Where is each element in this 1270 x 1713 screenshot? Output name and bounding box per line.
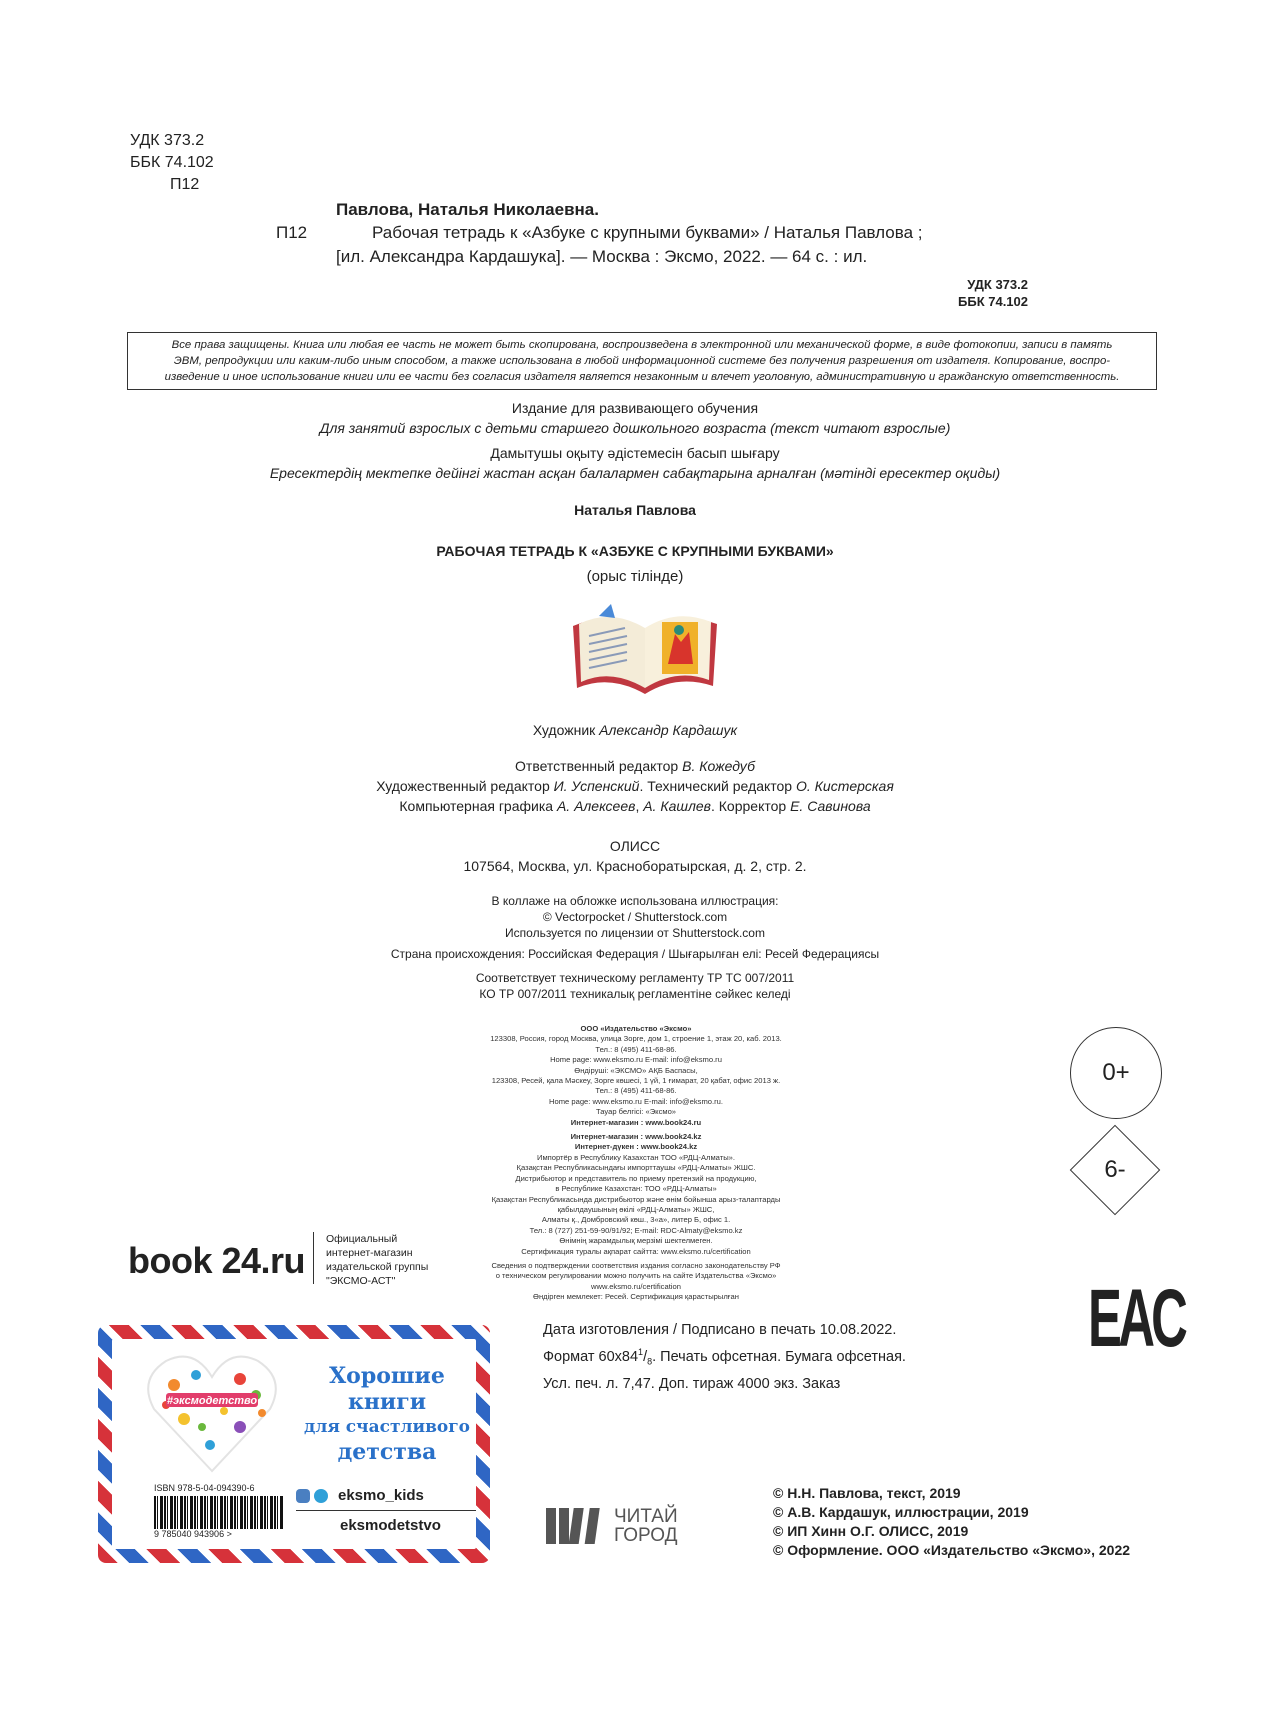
sp-line: Интернет-магазин : www.book24.kz bbox=[570, 1132, 702, 1142]
vk-icon bbox=[296, 1489, 310, 1503]
sp-line: Өнімнің жарамдылық мерзімі шектелмеген. bbox=[559, 1236, 713, 1246]
format-sub: 8 bbox=[647, 1356, 653, 1367]
sp-line: 123308, Россия, город Москва, улица Зорге, дом 1, строение 1, этаж 20, каб. 2013. bbox=[490, 1034, 782, 1044]
udk-block-right bbox=[900, 276, 1028, 310]
publisher-address: 107564, Москва, ул. Красноборатырская, д. 2, стр. 2. bbox=[463, 858, 807, 874]
graphics-name-2: А. Кашлев bbox=[643, 798, 711, 814]
publisher-info bbox=[200, 836, 1070, 876]
language-note: (орыс тілінде) bbox=[586, 568, 684, 585]
age-rating-circle: 0+ bbox=[1070, 1027, 1162, 1119]
rights-line-1: Все права защищены. Книга или любая ее часть не может быть скопирована, воспроизведена в электронной или механической форме, в виде фотокопии, записи в память bbox=[171, 339, 1113, 351]
resp-editor-name: В. Кожедуб bbox=[682, 758, 755, 774]
udk-block-top bbox=[130, 130, 214, 196]
compliance-info bbox=[200, 970, 1070, 1002]
barcode-digits: 9 785040 943906 > bbox=[154, 1529, 232, 1539]
compliance-line-1: Соответствует техническому регламенту ТР ТС 007/2011 bbox=[475, 971, 795, 985]
credits bbox=[200, 720, 1070, 816]
sp-line: Тауар белгісі: «Эксмо» bbox=[595, 1107, 677, 1117]
promo-title-line: книги bbox=[347, 1389, 427, 1415]
sp-line: Home page: www.eksmo.ru E-mail: info@eksmo.ru. bbox=[549, 1096, 723, 1106]
sp-line: Дистрибьютор и представитель по приему претензий на продукцию, bbox=[515, 1173, 757, 1183]
barcode-block bbox=[154, 1483, 290, 1541]
collage-line-1: В коллаже на обложке использована иллюстрация: bbox=[491, 894, 779, 908]
collage-line-3: Используется по лицензии от Shutterstock.com bbox=[505, 926, 765, 940]
chitai-gorod-icon bbox=[546, 1506, 608, 1546]
promo-title-line: для счастливого bbox=[304, 1417, 470, 1437]
publisher-small-print bbox=[446, 1024, 826, 1303]
bib-author: Павлова, Наталья Николаевна. bbox=[336, 200, 599, 219]
sp-line: ООО «Издательство «Эксмо» bbox=[580, 1024, 692, 1033]
author-mark: П12 bbox=[170, 176, 200, 193]
bbk-code: ББК 74.102 bbox=[130, 154, 214, 171]
social-handle-1: eksmo_kids bbox=[338, 1487, 424, 1504]
bib-line-2: [ил. Александра Кардашука]. — Москва : Эксмо, 2022. — 64 с. : ил. bbox=[336, 247, 868, 266]
art-editor-label: Художественный редактор bbox=[376, 778, 550, 794]
artist-line bbox=[200, 720, 1070, 740]
sp-line: Сертификация туралы ақпарат сайтта: www.eksmo.ru/certification bbox=[521, 1246, 751, 1256]
artist-label: Художник bbox=[532, 722, 596, 738]
rights-line-2: ЭВМ, репродукции или каким-либо иным способом, а также использована в любой информационной системе без получения разрешения от издателя. Копирование, воспро- bbox=[173, 355, 1111, 367]
resp-editor-line bbox=[200, 756, 1070, 776]
sp-line: қабылдаушының өкілі «РДЦ-Алматы» ЖШС, bbox=[557, 1204, 715, 1214]
copyright-line: © Оформление. ООО «Издательство «Эксмо», 2022 bbox=[773, 1542, 1131, 1558]
rights-line-3: изведение и иное использование книги или ее части без согласия издателя является незаконным и влечет уголовную, административную и гражданскую ответственность. bbox=[164, 371, 1120, 383]
chitai-gorod-logo bbox=[546, 1506, 678, 1546]
sp-line: в Республике Казахстан: ТОО «РДЦ-Алматы» bbox=[555, 1184, 717, 1194]
graphics-name-1: А. Алексеев bbox=[556, 798, 636, 814]
edition-line-3: Дамытушы оқыту әдістемесін басып шығару bbox=[490, 445, 780, 461]
art-editor-line bbox=[200, 776, 1070, 796]
title-author: Наталья Павлова bbox=[574, 502, 696, 518]
sp-line: www.eksmo.ru/certification bbox=[591, 1281, 681, 1291]
format-a: Формат 60x84 bbox=[543, 1348, 639, 1365]
heart-icon bbox=[144, 1349, 280, 1475]
art-editor-name: И. Успенский bbox=[553, 778, 640, 794]
copyright-line: © ИП Хинн О.Г. ОЛИСС, 2019 bbox=[773, 1523, 969, 1539]
edition-line-2: Для занятий взрослых с детьми старшего дошкольного возраста (текст читают взрослые) bbox=[319, 420, 951, 436]
graphics-comma: , bbox=[635, 798, 640, 814]
sp-line: Қазақстан Республикасындағы импорттаушы «РДЦ-Алматы» ЖШС. bbox=[516, 1163, 756, 1173]
copyright-line: © Н.Н. Павлова, текст, 2019 bbox=[773, 1485, 961, 1501]
copyright-line: © А.В. Кардашук, иллюстрации, 2019 bbox=[773, 1504, 1029, 1520]
book-title: РАБОЧАЯ ТЕТРАДЬ К «АЗБУКЕ С КРУПНЫМИ БУКВАМИ» bbox=[436, 543, 834, 559]
hashtag-label: #эксмодетство bbox=[166, 1395, 258, 1407]
promo-title-line: Хорошие bbox=[329, 1363, 445, 1389]
social-divider bbox=[296, 1510, 476, 1511]
book24-note bbox=[326, 1232, 428, 1288]
promo-title-line: детства bbox=[337, 1439, 437, 1465]
sp-line: Сведения о подтверждении соответствия издания согласно законодательству РФ bbox=[491, 1260, 781, 1270]
rights-notice bbox=[127, 332, 1157, 390]
sp-line: Интернет-магазин : www.book24.ru bbox=[570, 1117, 702, 1127]
bbk-code-right: ББК 74.102 bbox=[958, 294, 1028, 309]
tech-editor-name: О. Кистерская bbox=[795, 778, 894, 794]
sp-line: Өндірген мемлекет: Ресей. Сертификация қарастырылған bbox=[533, 1292, 739, 1302]
sp-line: Home page: www.eksmo.ru E-mail: info@eksmo.ru bbox=[550, 1055, 722, 1065]
promo-card bbox=[98, 1325, 490, 1563]
book24-note-line: интернет-магазин bbox=[326, 1247, 413, 1259]
publisher-name: ОЛИСС bbox=[609, 838, 661, 854]
bib-line-1: Рабочая тетрадь к «Азбуке с крупными буквами» / Наталья Павлова ; bbox=[372, 223, 923, 242]
sp-line: Өндіруші: «ЭКСМО» АҚБ Баспасы, bbox=[574, 1065, 698, 1075]
promo-card-inner bbox=[112, 1339, 476, 1549]
corrector-label: . Корректор bbox=[710, 798, 787, 814]
sp-line: Интернет-дүкен : www.book24.kz bbox=[574, 1142, 698, 1152]
collage-line-2: © Vectorpocket / Shutterstock.com bbox=[542, 910, 728, 924]
sp-line: Алматы қ., Домбровский көш., 3«а», литер Б, офис 1. bbox=[541, 1215, 731, 1225]
print-date: Дата изготовления / Подписано в печать 10.08.2022. bbox=[543, 1322, 897, 1338]
graphics-line bbox=[200, 796, 1070, 816]
sp-line: Қазақстан Республикасында дистрибьютор және өнім бойынша арыз-талаптарды bbox=[491, 1194, 781, 1204]
book24-note-line: издательской группы bbox=[326, 1261, 429, 1273]
sp-line: Тел.: 8 (495) 411-68-86. bbox=[595, 1044, 677, 1054]
edition-line-1: Издание для развивающего обучения bbox=[511, 400, 759, 416]
sp-line: Импортёр в Республику Казахстан ТОО «РДЦ-Алматы». bbox=[536, 1152, 735, 1162]
social-row-1 bbox=[296, 1487, 476, 1504]
barcode bbox=[154, 1496, 284, 1529]
resp-editor-label: Ответственный редактор bbox=[515, 758, 679, 774]
tech-editor-label: . Технический редактор bbox=[639, 778, 793, 794]
eac-text: EAC bbox=[1088, 1273, 1185, 1364]
gorod-word: ГОРОД bbox=[614, 1525, 678, 1546]
format-sup: 1 bbox=[638, 1347, 644, 1357]
age-rating-diamond bbox=[1070, 1125, 1160, 1215]
social-block bbox=[296, 1487, 476, 1534]
book24-divider bbox=[313, 1232, 314, 1284]
udk-code-right: УДК 373.2 bbox=[967, 277, 1028, 292]
print-sheets: Усл. печ. л. 7,47. Доп. тираж 4000 экз. Заказ bbox=[543, 1375, 841, 1392]
bib-code: П12 bbox=[276, 223, 308, 242]
eac-mark bbox=[1088, 1272, 1243, 1366]
chitai-gorod-text bbox=[614, 1507, 678, 1545]
edition-info bbox=[200, 398, 1070, 483]
format-slash: / bbox=[643, 1348, 648, 1365]
diamond-label: 6- bbox=[1104, 1156, 1126, 1183]
print-info bbox=[543, 1319, 906, 1395]
isbn-text: ISBN 978-5-04-094390-6 bbox=[154, 1483, 255, 1493]
sp-line: Тел.: 8 (495) 411-68-86. bbox=[595, 1086, 677, 1096]
social-handle-2: eksmodetstvo bbox=[340, 1517, 441, 1534]
telegram-icon bbox=[314, 1489, 328, 1503]
promo-title bbox=[292, 1363, 482, 1465]
compliance-line-2: КО ТР 007/2011 техникалық регламентіне сәйкес келеді bbox=[479, 987, 791, 1001]
collage-credit bbox=[200, 893, 1070, 941]
book24-logo: book 24.ru bbox=[128, 1240, 306, 1281]
sp-line: о техническом регулировании можно получить на сайте Издательства «Эксмо» bbox=[495, 1271, 777, 1281]
format-b: . Печать офсетная. Бумага офсетная. bbox=[652, 1348, 906, 1365]
open-book-illustration bbox=[565, 604, 725, 704]
artist-name: Александр Кардашук bbox=[599, 722, 738, 738]
sp-line: Тел.: 8 (727) 251-59-90/91/92; E-mail: RDC-Almaty@eksmo.kz bbox=[529, 1225, 743, 1235]
book24-note-line: Официальный bbox=[326, 1233, 398, 1245]
book24-note-line: "ЭКСМО-АСТ" bbox=[326, 1275, 396, 1287]
edition-line-4: Ересектердің мектепке дейінгі жастан асқан балалармен сабақтарына арналған (мәтінді ересектер оқиды) bbox=[269, 465, 1001, 481]
country-of-origin: Страна происхождения: Российская Федерация / Шығарылған елі: Ресей Федерациясы bbox=[390, 947, 880, 961]
udk-code: УДК 373.2 bbox=[130, 132, 205, 149]
sp-line: 123308, Ресей, қала Мәскеу, Зорге көшесі, 1 үй, 1 ғимарат, 20 қабат, офис 2013 ж. bbox=[491, 1076, 781, 1086]
corrector-name: Е. Савинова bbox=[790, 798, 871, 814]
print-format bbox=[543, 1341, 906, 1373]
chitai-word: ЧИТАЙ bbox=[614, 1506, 678, 1527]
copyright-block bbox=[773, 1484, 1130, 1560]
graphics-label: Компьютерная графика bbox=[399, 798, 554, 814]
